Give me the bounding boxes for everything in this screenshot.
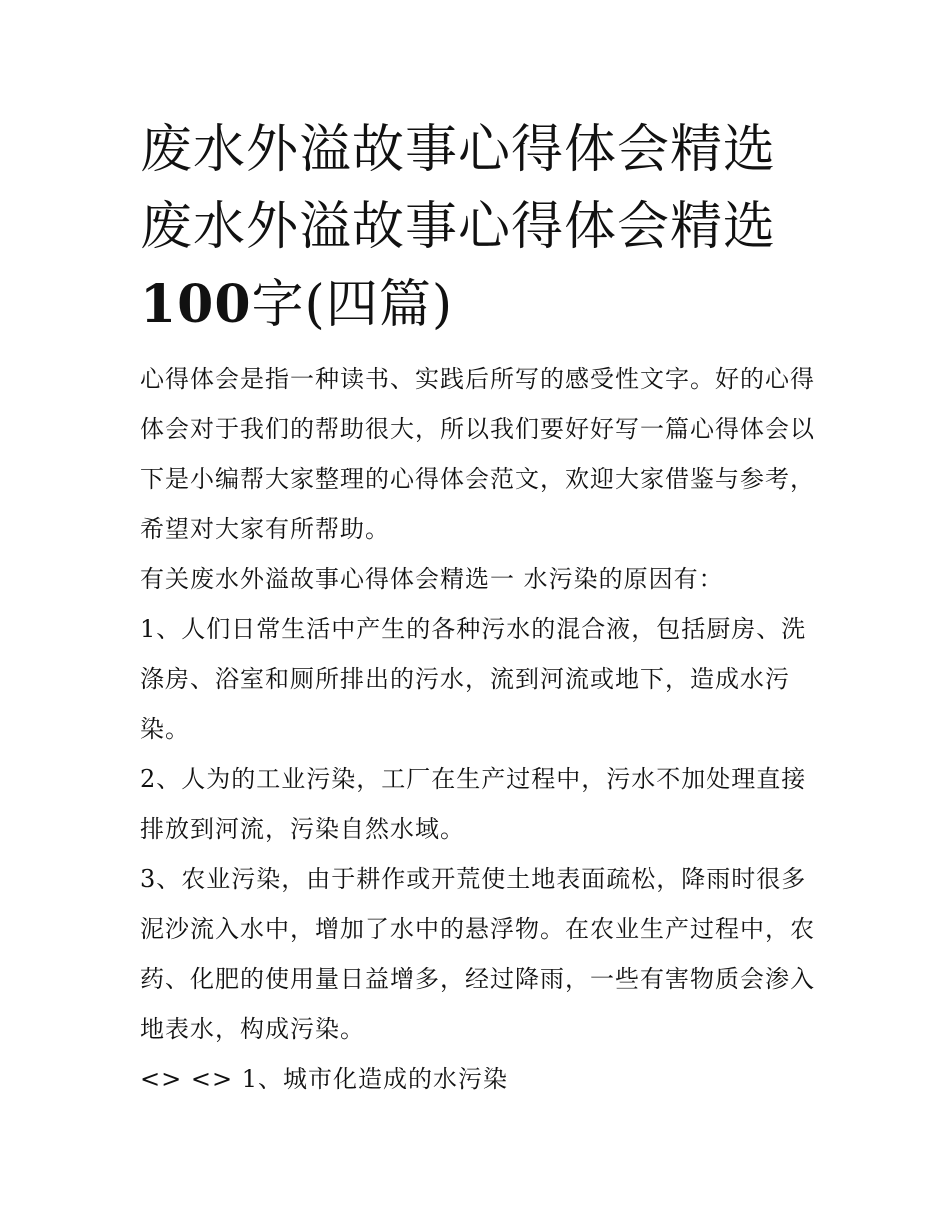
section-heading-paragraph: 有关废水外溢故事心得体会精选一 水污染的原因有： — [140, 565, 724, 593]
document-title — [140, 112, 820, 344]
list-item-paragraph: <> <> 1、城市化造成的水污染 — [140, 1065, 508, 1093]
title-text-part1: 废水外溢故事心得体会精选 废水外溢故事心得体会精选 — [140, 120, 777, 257]
list-item-paragraph: 1、人们日常生活中产生的各种污水的混合液，包括厨房、洗涤房、浴室和厕所排出的污水，流到河流或地下，造成水污染。 — [140, 615, 807, 743]
title-text-part2: 字(四篇) — [251, 275, 454, 335]
intro-paragraph: 心得体会是指一种读书、实践后所写的感受性文字。好的心得体会对于我们的帮助很大，所以我们要好好写一篇心得体会以下是小编帮大家整理的心得体会范文，欢迎大家借鉴与参考，希望对大家有所帮助。 — [140, 365, 815, 543]
list-item-paragraph: 2、人为的工业污染，工厂在生产过程中，污水不加处理直接排放到河流，污染自然水域。 — [140, 765, 807, 843]
document-body — [140, 354, 820, 1104]
title-number: 100 — [140, 274, 252, 335]
list-item-paragraph: 3、农业污染，由于耕作或开荒使土地表面疏松，降雨时很多泥沙流入水中，增加了水中的悬浮物。在农业生产过程中，农药、化肥的使用量日益增多，经过降雨，一些有害物质会渗入地表水，构成污染。 — [140, 865, 815, 1043]
